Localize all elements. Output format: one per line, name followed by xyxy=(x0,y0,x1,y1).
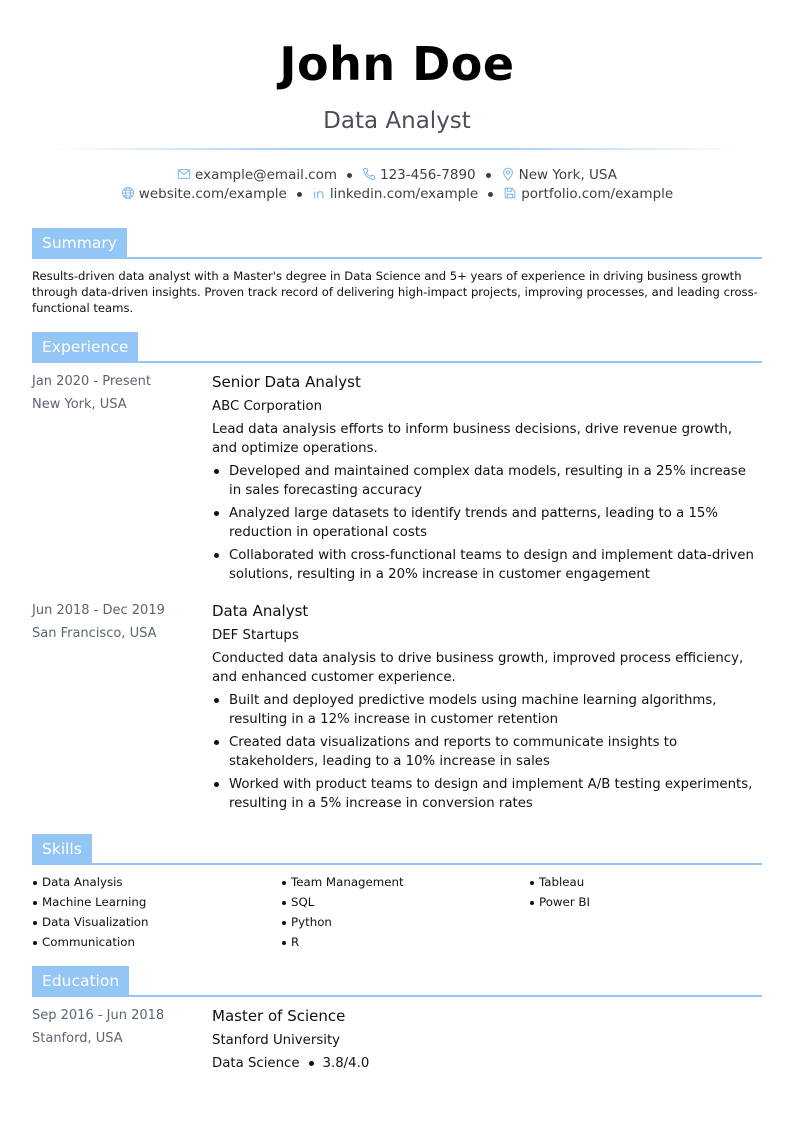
job-company: DEF Startups xyxy=(212,628,299,643)
skill-text: Communication xyxy=(42,935,135,949)
skills-column xyxy=(529,872,590,912)
job-date: Jun 2018 - Dec 2019 xyxy=(32,603,165,618)
bullet-icon xyxy=(33,921,37,925)
bullet-icon xyxy=(214,553,219,558)
experience-heading: Experience xyxy=(32,332,138,363)
skills-section-header xyxy=(32,834,762,866)
skill-text: Machine Learning xyxy=(42,895,147,909)
location-text: New York, USA xyxy=(518,167,617,183)
bullet-icon xyxy=(530,881,534,885)
job-bullets xyxy=(212,691,757,813)
bullet-icon xyxy=(282,901,286,905)
contact-row-1 xyxy=(0,166,794,184)
job-location: San Francisco, USA xyxy=(32,626,157,641)
bullet-icon xyxy=(33,881,37,885)
summary-heading: Summary xyxy=(32,228,127,259)
skill-item xyxy=(529,872,590,892)
education-section-header xyxy=(32,966,762,998)
email-text: example@email.com xyxy=(195,167,337,183)
bullet-icon xyxy=(214,511,219,516)
job-bullets xyxy=(212,462,757,584)
gpa: 3.8/4.0 xyxy=(322,1056,370,1071)
summary-text: Results-driven data analyst with a Master's degree in Data Science and 5+ years of experience in driving business growth through data-driven insights. Proven track record of delivering high-impact projects, improving processes, and leading cross-functional teams. xyxy=(32,269,758,315)
bullet-icon xyxy=(214,469,219,474)
phone-text: 123-456-7890 xyxy=(379,167,476,183)
bullet-icon xyxy=(214,782,219,787)
bullet-icon xyxy=(530,901,534,905)
education-heading: Education xyxy=(32,966,129,997)
degree-title: Master of Science xyxy=(212,1007,346,1025)
location-contact xyxy=(501,166,617,184)
bullet-icon xyxy=(214,698,219,703)
skills-column xyxy=(32,872,148,952)
school-name: Stanford University xyxy=(212,1033,341,1048)
education-details xyxy=(212,1054,757,1073)
bullet-text: Worked with product teams to design and implement A/B testing experiments, resulting in a 5% increase in conversion rates xyxy=(229,777,753,811)
separator-dot xyxy=(488,192,493,197)
portfolio-contact[interactable] xyxy=(503,185,673,203)
portfolio-text: portfolio.com/example xyxy=(521,186,674,202)
linkedin-text: linkedin.com/example xyxy=(329,186,479,202)
section-rule xyxy=(32,361,762,363)
bullet-icon xyxy=(214,740,219,745)
summary-section-header xyxy=(32,228,762,260)
skill-text: Power BI xyxy=(539,895,590,909)
skill-text: R xyxy=(291,935,300,949)
skill-text: SQL xyxy=(291,895,315,909)
job-title: Senior Data Analyst xyxy=(212,373,361,391)
job-title: Data Analyst xyxy=(212,602,309,620)
skill-item xyxy=(281,872,404,892)
bullet-item xyxy=(212,775,757,813)
skills-column xyxy=(281,872,404,952)
phone-icon xyxy=(362,167,376,181)
section-rule xyxy=(32,995,762,997)
education-date: Sep 2016 - Jun 2018 xyxy=(32,1008,165,1023)
skill-item xyxy=(32,932,148,952)
separator-dot xyxy=(297,192,302,197)
section-rule xyxy=(32,863,762,865)
website-text: website.com/example xyxy=(138,186,287,202)
section-rule xyxy=(32,257,762,259)
skill-item xyxy=(281,932,404,952)
skill-item xyxy=(281,892,404,912)
bullet-text: Collaborated with cross-functional teams to design and implement data-driven solutions, resulting in a 20% increase in customer engagement xyxy=(229,548,754,582)
bullet-text: Developed and maintained complex data models, resulting in a 25% increase in sales forecasting accuracy xyxy=(229,464,746,498)
bullet-item xyxy=(212,546,757,584)
separator-dot xyxy=(347,173,352,178)
skill-text: Python xyxy=(291,915,332,929)
linkedin-icon xyxy=(312,186,326,200)
bullet-text: Analyzed large datasets to identify trends and patterns, leading to a 15% reduction in operational costs xyxy=(229,506,719,540)
skill-text: Data Visualization xyxy=(42,915,149,929)
skill-text: Team Management xyxy=(291,875,404,889)
bullet-item xyxy=(212,691,757,729)
education-location: Stanford, USA xyxy=(32,1031,123,1046)
candidate-name: John Doe xyxy=(279,37,515,91)
skills-heading: Skills xyxy=(32,834,92,865)
bullet-text: Created data visualizations and reports to communicate insights to stakeholders, leading to a 10% increase in sales xyxy=(229,735,678,769)
skill-item xyxy=(281,912,404,932)
portfolio-icon xyxy=(503,186,517,200)
website-contact[interactable] xyxy=(121,185,287,203)
skill-text: Data Analysis xyxy=(42,875,123,889)
job-date: Jan 2020 - Present xyxy=(32,374,151,389)
bullet-icon xyxy=(33,901,37,905)
contact-row-2 xyxy=(0,185,794,203)
job-location: New York, USA xyxy=(32,397,127,412)
skill-item xyxy=(32,912,148,932)
bullet-icon xyxy=(282,941,286,945)
skill-item xyxy=(529,892,590,912)
separator-dot xyxy=(309,1061,314,1066)
location-pin-icon xyxy=(501,167,515,181)
bullet-icon xyxy=(33,941,37,945)
bullet-item xyxy=(212,462,757,500)
skill-item xyxy=(32,872,148,892)
bullet-text: Built and deployed predictive models using machine learning algorithms, resulting in a 12% increase in customer retention xyxy=(229,693,717,727)
job-role: Data Analyst xyxy=(323,108,471,134)
bullet-icon xyxy=(282,881,286,885)
field-of-study: Data Science xyxy=(212,1056,300,1071)
separator-dot xyxy=(486,173,491,178)
globe-icon xyxy=(121,186,135,200)
job-description: Lead data analysis efforts to inform business decisions, drive revenue growth, and optimize operations. xyxy=(212,422,733,456)
phone-contact[interactable] xyxy=(362,166,476,184)
bullet-item xyxy=(212,733,757,771)
job-company: ABC Corporation xyxy=(212,399,323,414)
bullet-icon xyxy=(282,921,286,925)
job-description: Conducted data analysis to drive business growth, improved process efficiency, and enhanced customer experience. xyxy=(212,651,744,685)
header-divider xyxy=(50,148,744,150)
bullet-item xyxy=(212,504,757,542)
email-contact[interactable] xyxy=(177,166,337,184)
experience-section-header xyxy=(32,332,762,364)
skill-text: Tableau xyxy=(539,875,585,889)
email-icon xyxy=(177,167,191,181)
skill-item xyxy=(32,892,148,912)
linkedin-contact[interactable] xyxy=(312,185,478,203)
